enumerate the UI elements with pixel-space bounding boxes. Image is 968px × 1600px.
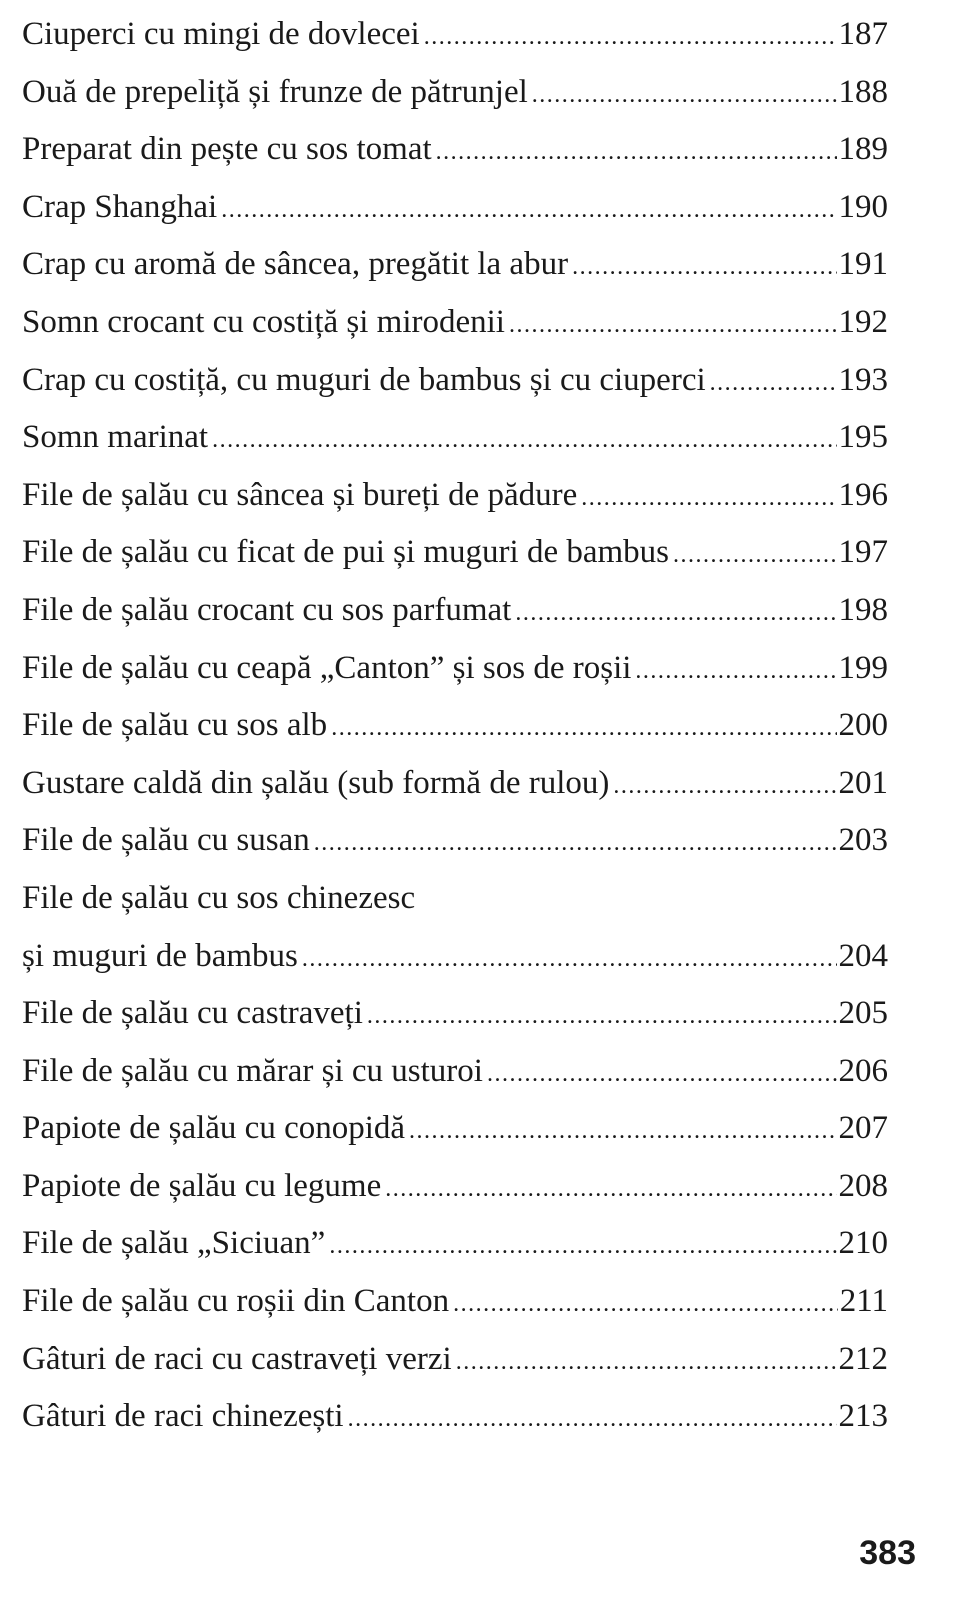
toc-entry-title: File de șalău cu mărar și cu usturoi <box>22 1052 483 1089</box>
toc-entry-title: File de șalău cu sos chinezesc <box>22 879 416 916</box>
toc-entry <box>22 1158 888 1216</box>
toc-entry-title: File de șalău cu ficat de pui și muguri de bambus <box>22 534 670 571</box>
toc-entry <box>22 1331 888 1389</box>
table-of-contents <box>22 6 888 1446</box>
toc-entry-page: 192 <box>838 303 888 340</box>
dot-leader <box>314 815 837 873</box>
toc-entry <box>22 755 888 813</box>
toc-entry <box>22 870 888 928</box>
dot-leader <box>456 1334 837 1392</box>
toc-entry-page: 197 <box>838 534 888 571</box>
toc-entry <box>22 640 888 698</box>
dot-leader <box>572 239 836 297</box>
toc-entry-title: Somn marinat <box>22 419 209 456</box>
dot-leader <box>487 1046 837 1104</box>
dot-leader <box>385 1161 836 1219</box>
toc-entry-page: 193 <box>838 361 888 398</box>
dot-leader <box>302 931 837 989</box>
dot-leader <box>367 988 837 1046</box>
toc-entry <box>22 294 888 352</box>
toc-entry-page: 198 <box>838 591 888 628</box>
toc-entry <box>22 1388 888 1446</box>
dot-leader <box>673 527 836 585</box>
dot-leader <box>331 700 836 758</box>
toc-entry-page: 190 <box>838 188 888 225</box>
toc-entry-title: File de șalău cu susan <box>22 822 310 859</box>
toc-entry-title: Papiote de șalău cu legume <box>22 1167 382 1204</box>
toc-entry-title: Gâturi de raci chinezești <box>22 1398 344 1435</box>
toc-entry-title: Crap cu costiță, cu muguri de bambus și cu ciuperci <box>22 361 706 398</box>
dot-leader <box>710 355 837 413</box>
toc-entry <box>22 409 888 467</box>
toc-entry <box>22 928 888 986</box>
toc-entry-page: 196 <box>838 476 888 513</box>
toc-entry-page: 206 <box>838 1052 888 1089</box>
toc-entry-page: 189 <box>838 131 888 168</box>
dot-leader <box>348 1391 837 1449</box>
dot-leader <box>635 643 836 701</box>
toc-entry-title: Ciuperci cu mingi de dovlecei <box>22 16 420 52</box>
page-number: 383 <box>859 1534 916 1572</box>
dot-leader <box>424 9 837 67</box>
toc-entry <box>22 352 888 410</box>
toc-entry <box>22 812 888 870</box>
toc-entry-title: Ouă de prepeliță și frunze de pătrunjel <box>22 73 528 110</box>
toc-entry-title: Papiote de șalău cu conopidă <box>22 1110 406 1147</box>
toc-entry-title: File de șalău cu sâncea și bureți de pădure <box>22 476 578 513</box>
toc-entry <box>22 582 888 640</box>
toc-entry <box>22 467 888 525</box>
toc-entry-page: 204 <box>838 937 888 974</box>
toc-entry-page: 195 <box>838 419 888 456</box>
toc-entry-title: File de șalău cu sos alb <box>22 707 328 744</box>
toc-entry <box>22 524 888 582</box>
toc-entry-title: File de șalău cu ceapă „Canton” și sos de roșii <box>22 649 632 686</box>
toc-entry-page: 211 <box>839 1283 888 1320</box>
toc-entry <box>22 1215 888 1273</box>
dot-leader <box>221 182 836 240</box>
toc-entry-title: File de șalău crocant cu sos parfumat <box>22 591 512 628</box>
toc-entry-page: 188 <box>838 73 888 110</box>
toc-entry-page: 213 <box>838 1398 888 1435</box>
toc-entry <box>22 6 888 64</box>
dot-leader <box>212 412 836 470</box>
dot-leader <box>532 67 837 125</box>
toc-entry-page: 210 <box>838 1225 888 1262</box>
toc-entry <box>22 1043 888 1101</box>
toc-entry-page: 200 <box>838 707 888 744</box>
toc-entry <box>22 121 888 179</box>
dot-leader <box>409 1103 836 1161</box>
toc-entry-title: File de șalău cu roșii din Canton <box>22 1283 450 1320</box>
toc-entry-title: Preparat din pește cu sos tomat <box>22 131 432 168</box>
toc-entry <box>22 64 888 122</box>
dot-leader <box>581 470 836 528</box>
dot-leader <box>329 1218 836 1276</box>
toc-entry-title: și muguri de bambus <box>22 937 298 974</box>
toc-entry-title: Gâturi de raci cu castraveți verzi <box>22 1340 452 1377</box>
toc-entry-page: 203 <box>838 822 888 859</box>
toc-entry-page: 205 <box>838 995 888 1032</box>
toc-entry-page: 208 <box>838 1167 888 1204</box>
toc-entry <box>22 1273 888 1331</box>
toc-entry <box>22 1100 888 1158</box>
toc-entry-page: 191 <box>838 246 888 283</box>
toc-entry-title: Crap cu aromă de sâncea, pregătit la abur <box>22 246 569 283</box>
dot-leader <box>436 124 837 182</box>
toc-entry <box>22 697 888 755</box>
toc-entry <box>22 179 888 237</box>
toc-entry-page: 187 <box>838 16 888 52</box>
dot-leader <box>453 1276 838 1334</box>
toc-entry <box>22 236 888 294</box>
toc-entry-page: 201 <box>838 764 888 801</box>
dot-leader <box>509 297 837 355</box>
toc-entry-title: Somn crocant cu costiță și mirodenii <box>22 303 505 340</box>
dot-leader <box>515 585 836 643</box>
toc-entry-title: Gustare caldă din șalău (sub formă de rulou) <box>22 764 610 801</box>
dot-leader <box>613 758 836 816</box>
toc-entry-page: 212 <box>838 1340 888 1377</box>
toc-entry-title: File de șalău cu castraveți <box>22 995 363 1032</box>
toc-entry <box>22 985 888 1043</box>
toc-entry-title: File de șalău „Siciuan” <box>22 1225 326 1262</box>
toc-entry-title: Crap Shanghai <box>22 188 218 225</box>
toc-entry-page: 199 <box>838 649 888 686</box>
toc-entry-page: 207 <box>838 1110 888 1147</box>
